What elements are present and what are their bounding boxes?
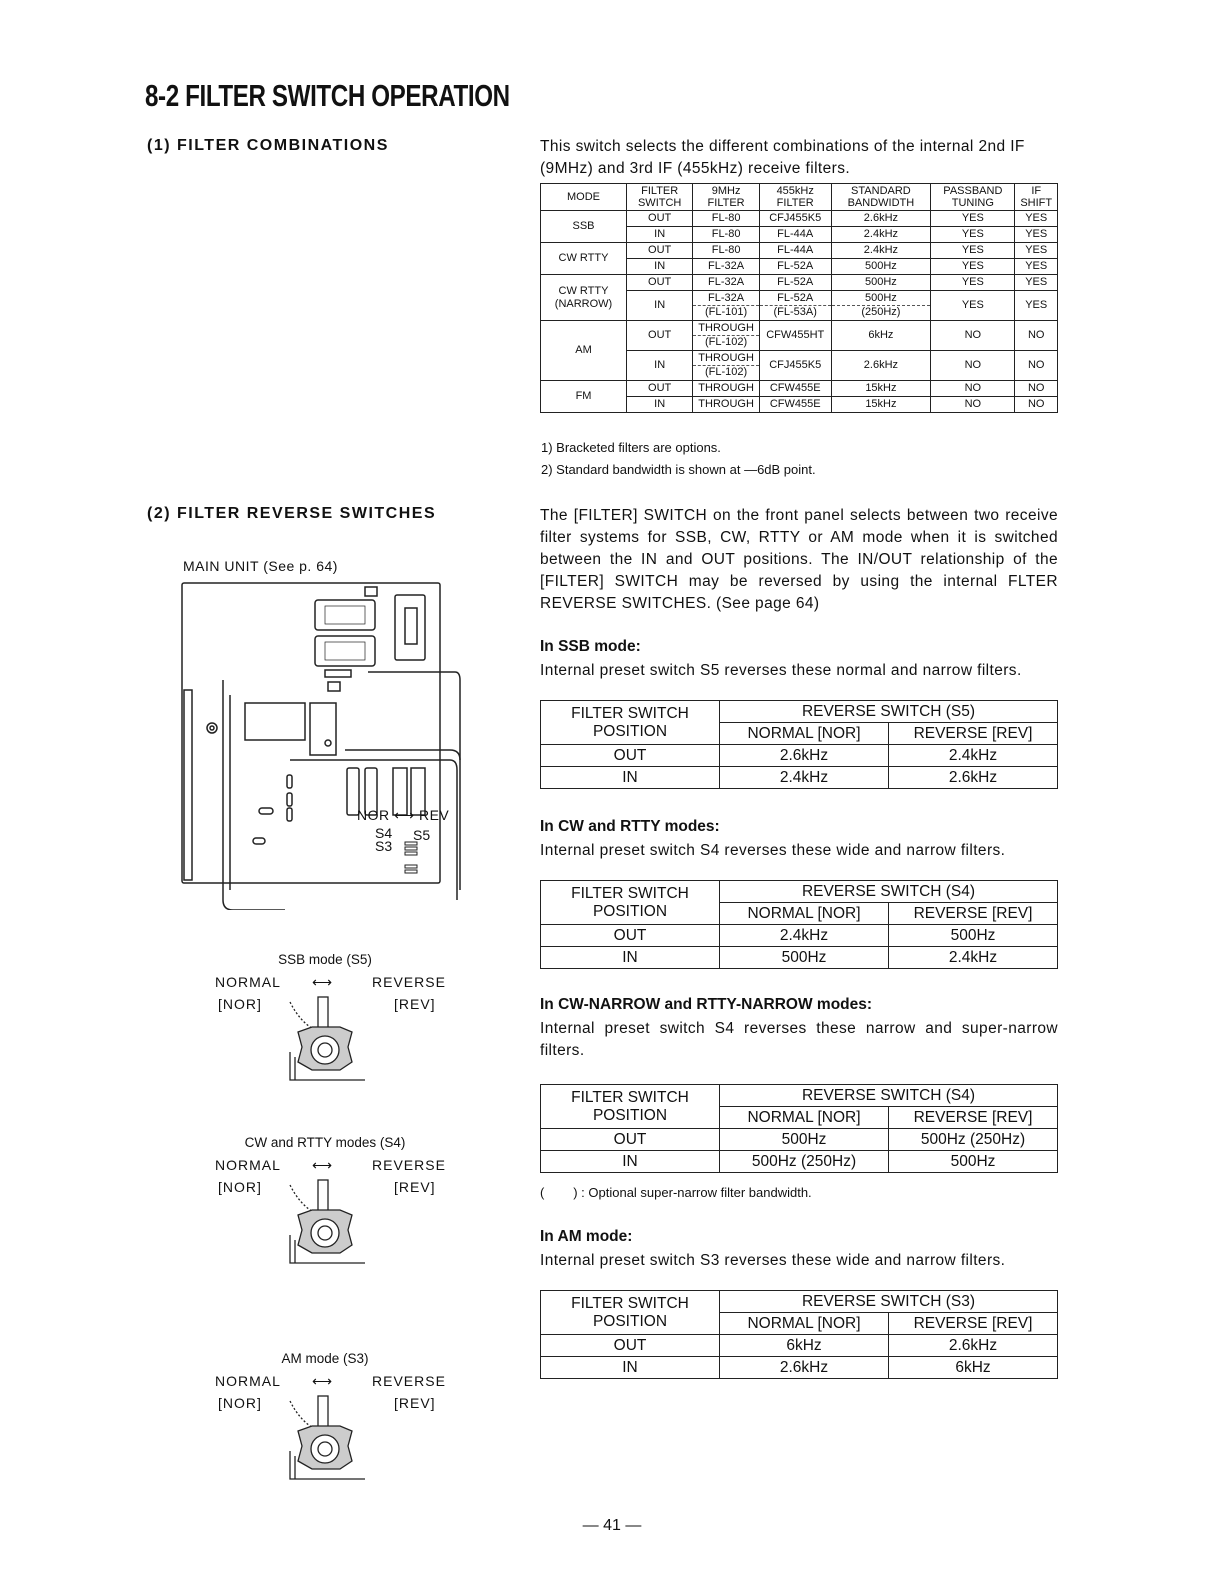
normal-header: NORMAL [NOR] xyxy=(720,1107,889,1129)
table-note: ( ) : Optional super-narrow filter bandwidth. xyxy=(540,1185,812,1200)
ifshift-cell: NO xyxy=(1015,321,1058,351)
switch-cell: OUT xyxy=(627,275,693,291)
filter-value: FL-52A xyxy=(759,259,831,275)
mode-cell: CW RTTY (NARROW) xyxy=(541,275,627,321)
reverse-label: REVERSE xyxy=(372,974,446,990)
switch-cell: OUT xyxy=(627,243,693,259)
pbt-cell: NO xyxy=(931,397,1015,413)
filter-value: THROUGH xyxy=(693,397,760,413)
table-row xyxy=(541,745,1058,767)
normal-label: NORMAL xyxy=(215,1373,281,1389)
pbt-cell: YES xyxy=(931,211,1015,227)
header-cell: 9MHz FILTER xyxy=(693,184,760,211)
normal-label: NORMAL xyxy=(215,974,281,990)
mode-description: Internal preset switch S3 reverses these wide and narrow filters. xyxy=(540,1252,1006,1269)
filter-value: FL-52A xyxy=(760,292,831,306)
table-row xyxy=(541,275,1058,291)
switch-caption: SSB mode (S5) xyxy=(278,952,372,967)
s3-label: S3 xyxy=(375,838,393,854)
reverse-switch-table xyxy=(540,1290,1058,1379)
mode-heading: In CW and RTTY modes: xyxy=(540,818,720,835)
arrow: ⟷ xyxy=(312,1157,334,1173)
note-2: 2) Standard bandwidth is shown at —6dB point. xyxy=(541,462,816,477)
s5-label: S5 xyxy=(413,827,431,843)
table-row xyxy=(541,1357,1058,1379)
filter-value: 15kHz xyxy=(831,397,931,413)
table-row xyxy=(541,1129,1058,1151)
cell: 2.4kHz xyxy=(720,767,889,789)
pbt-cell: NO xyxy=(931,381,1015,397)
normal-header: NORMAL [NOR] xyxy=(720,1313,889,1335)
ifshift-cell: YES xyxy=(1015,211,1058,227)
reverse-label: REVERSE xyxy=(372,1157,446,1173)
filter-value: THROUGH xyxy=(693,322,759,336)
header-cell: IF SHIFT xyxy=(1015,184,1058,211)
mode-heading: In SSB mode: xyxy=(540,638,641,655)
rev-label: [REV] xyxy=(394,1179,436,1195)
cell: 2.4kHz xyxy=(889,745,1058,767)
mode-description: Internal preset switch S4 reverses these wide and narrow filters. xyxy=(540,842,1006,859)
reverse-switch-table xyxy=(540,700,1058,789)
table-row xyxy=(541,243,1058,259)
arrow: ⟷ xyxy=(312,1373,334,1389)
rev-label: [REV] xyxy=(394,996,436,1012)
switch-cell: OUT xyxy=(627,381,693,397)
filter-value: FL-80 xyxy=(693,243,760,259)
switch-caption: AM mode (S3) xyxy=(281,1351,369,1366)
cell: IN xyxy=(541,947,720,969)
cell: 500Hz (250Hz) xyxy=(889,1129,1058,1151)
filter-value: THROUGH xyxy=(693,352,759,366)
reverse-switch-table xyxy=(540,880,1058,969)
rev-label: [REV] xyxy=(394,1395,436,1411)
cell: 2.4kHz xyxy=(720,925,889,947)
reverse-switch-header: REVERSE SWITCH (S4) xyxy=(720,1085,1058,1107)
filter-value: 500Hz xyxy=(831,275,931,291)
filter-value: 2.4kHz xyxy=(831,227,931,243)
s4-label: S4 xyxy=(375,825,393,841)
mode-heading: In CW-NARROW and RTTY-NARROW modes: xyxy=(540,996,873,1013)
optional-filter-value: (FL-53A) xyxy=(773,306,817,318)
filter-value: 2.4kHz xyxy=(831,243,931,259)
pbt-cell: YES xyxy=(931,243,1015,259)
cell: 2.6kHz xyxy=(720,1357,889,1379)
col-header: FILTER SWITCH xyxy=(571,884,689,902)
cell: 2.6kHz xyxy=(889,1335,1058,1357)
reverse-switch-header: REVERSE SWITCH (S5) xyxy=(720,701,1058,723)
reverse-header: REVERSE [REV] xyxy=(889,1313,1058,1335)
pbt-cell: YES xyxy=(931,291,1015,321)
reverse-label: REVERSE xyxy=(372,1373,446,1389)
filter-combinations-table xyxy=(540,183,1058,413)
optional-filter-value: (FL-101) xyxy=(705,306,748,318)
table-row xyxy=(541,1335,1058,1357)
switch-icon xyxy=(280,1391,370,1481)
table-row xyxy=(541,925,1058,947)
cell: 6kHz xyxy=(720,1335,889,1357)
mode-cell: SSB xyxy=(541,211,627,243)
cell: 2.6kHz xyxy=(889,767,1058,789)
filter-value: FL-32A xyxy=(693,292,759,306)
ifshift-cell: YES xyxy=(1015,259,1058,275)
nor-rev-label: NOR ⟷ REV xyxy=(357,807,450,823)
table-row xyxy=(541,1151,1058,1173)
cell: OUT xyxy=(541,745,720,767)
cell: 500Hz xyxy=(889,1151,1058,1173)
page-number: — 41 — xyxy=(582,1517,642,1534)
table-row xyxy=(541,767,1058,789)
switch-cell: OUT xyxy=(627,321,693,351)
mode-cell: AM xyxy=(541,321,627,381)
switch-icon xyxy=(280,992,370,1082)
ifshift-cell: NO xyxy=(1015,397,1058,413)
nor-label: [NOR] xyxy=(218,1179,262,1195)
optional-filter-value: (FL-102) xyxy=(705,366,748,378)
pbt-cell: NO xyxy=(931,321,1015,351)
cell: OUT xyxy=(541,925,720,947)
switch-cell: IN xyxy=(627,259,693,275)
filter-value: FL-44A xyxy=(759,227,831,243)
filter-value: 2.6kHz xyxy=(831,211,931,227)
header-cell: MODE xyxy=(541,184,627,211)
cell: 2.6kHz xyxy=(720,745,889,767)
col-header: POSITION xyxy=(592,902,668,920)
switch-cell: IN xyxy=(627,397,693,413)
ifshift-cell: NO xyxy=(1015,381,1058,397)
filter-value: 6kHz xyxy=(831,321,931,351)
filter-value: 500Hz xyxy=(831,259,931,275)
mode-cell: FM xyxy=(541,381,627,413)
filter-value: CFW455E xyxy=(759,381,831,397)
cell: OUT xyxy=(541,1129,720,1151)
pbt-cell: YES xyxy=(931,259,1015,275)
col-header: FILTER SWITCH xyxy=(571,1088,689,1106)
col-header: FILTER SWITCH xyxy=(571,1294,689,1312)
reverse-header: REVERSE [REV] xyxy=(889,723,1058,745)
filter-value: CFW455E xyxy=(759,397,831,413)
normal-header: NORMAL [NOR] xyxy=(720,903,889,925)
ifshift-cell: YES xyxy=(1015,227,1058,243)
main-unit-diagram xyxy=(175,580,465,910)
filter-value: 2.6kHz xyxy=(831,351,931,381)
normal-label: NORMAL xyxy=(215,1157,281,1173)
filter-value: 500Hz xyxy=(832,292,931,306)
table-row xyxy=(541,381,1058,397)
filter-value: THROUGH xyxy=(693,381,760,397)
filter-value: CFJ455K5 xyxy=(759,211,831,227)
header-cell: FILTER SWITCH xyxy=(627,184,693,211)
mode-description: Internal preset switch S4 reverses these narrow and super-narrow filters. xyxy=(540,1020,1058,1059)
main-unit-label: MAIN UNIT (See p. 64) xyxy=(183,558,338,574)
nor-label: [NOR] xyxy=(218,996,262,1012)
header-cell: 455kHz FILTER xyxy=(759,184,831,211)
col-header: POSITION xyxy=(592,722,668,740)
switch-icon xyxy=(280,1175,370,1265)
nor-label: [NOR] xyxy=(218,1395,262,1411)
cell: 500Hz xyxy=(889,925,1058,947)
cell: 500Hz xyxy=(720,1129,889,1151)
cell: 6kHz xyxy=(889,1357,1058,1379)
reverse-header: REVERSE [REV] xyxy=(889,1107,1058,1129)
table-row xyxy=(541,321,1058,351)
switch-cell: IN xyxy=(627,227,693,243)
header-cell: STANDARD BANDWIDTH xyxy=(831,184,931,211)
mode-cell: CW RTTY xyxy=(541,243,627,275)
mode-heading: In AM mode: xyxy=(540,1228,633,1245)
mode-description: Internal preset switch S5 reverses these normal and narrow filters. xyxy=(540,662,1022,679)
ifshift-cell: YES xyxy=(1015,243,1058,259)
switch-cell: IN xyxy=(627,351,693,381)
arrow: ⟷ xyxy=(312,974,334,990)
table-row xyxy=(541,211,1058,227)
ifshift-cell: NO xyxy=(1015,351,1058,381)
header-cell: PASSBAND TUNING xyxy=(931,184,1015,211)
col-header: POSITION xyxy=(592,1312,668,1330)
filter-value: FL-44A xyxy=(759,243,831,259)
pbt-cell: NO xyxy=(931,351,1015,381)
reverse-intro: The [FILTER] SWITCH on the front panel selects between two receive filter systems for SSB, CW, RTTY or AM mode when it is switched between the IN and OUT positions. The IN/OUT relationship of the [FILTER] SWITCH may be reversed by using the internal FLTER REVERSE SWITCHES. (See page 64) xyxy=(540,507,1058,612)
cell: 500Hz xyxy=(720,947,889,969)
switch-cell: IN xyxy=(627,291,693,321)
reverse-switch-table xyxy=(540,1084,1058,1173)
intro-text: This switch selects the different combinations of the internal 2nd IF (9MHz) and 3rd IF (455kHz) receive filters. xyxy=(540,138,1025,177)
cell: IN xyxy=(541,1151,720,1173)
switch-cell: OUT xyxy=(627,211,693,227)
cell: IN xyxy=(541,767,720,789)
page-title: 8-2 FILTER SWITCH OPERATION xyxy=(145,78,510,113)
switch-caption: CW and RTTY modes (S4) xyxy=(244,1135,406,1150)
cell: IN xyxy=(541,1357,720,1379)
cell: 2.4kHz xyxy=(889,947,1058,969)
reverse-switch-header: REVERSE SWITCH (S4) xyxy=(720,881,1058,903)
note-1: 1) Bracketed filters are options. xyxy=(541,440,721,455)
cell: OUT xyxy=(541,1335,720,1357)
ifshift-cell: YES xyxy=(1015,291,1058,321)
pbt-cell: YES xyxy=(931,275,1015,291)
normal-header: NORMAL [NOR] xyxy=(720,723,889,745)
filter-value: FL-80 xyxy=(693,211,760,227)
filter-value: FL-32A xyxy=(693,275,760,291)
filter-value: FL-52A xyxy=(759,275,831,291)
filter-value: FL-80 xyxy=(693,227,760,243)
cell: 500Hz (250Hz) xyxy=(720,1151,889,1173)
ifshift-cell: YES xyxy=(1015,275,1058,291)
col-header: POSITION xyxy=(592,1106,668,1124)
optional-filter-value: (FL-102) xyxy=(705,336,748,348)
section-filter-reverse: (2) FILTER REVERSE SWITCHES xyxy=(147,505,437,522)
filter-value: FL-32A xyxy=(693,259,760,275)
reverse-header: REVERSE [REV] xyxy=(889,903,1058,925)
pbt-cell: YES xyxy=(931,227,1015,243)
section-filter-combinations: (1) FILTER COMBINATIONS xyxy=(147,137,389,154)
filter-value: 15kHz xyxy=(831,381,931,397)
table-row xyxy=(541,947,1058,969)
col-header: FILTER SWITCH xyxy=(571,704,689,722)
filter-value: CFJ455K5 xyxy=(759,351,831,381)
reverse-switch-header: REVERSE SWITCH (S3) xyxy=(720,1291,1058,1313)
filter-value: CFW455HT xyxy=(759,321,831,351)
optional-filter-value: (250Hz) xyxy=(861,306,901,318)
